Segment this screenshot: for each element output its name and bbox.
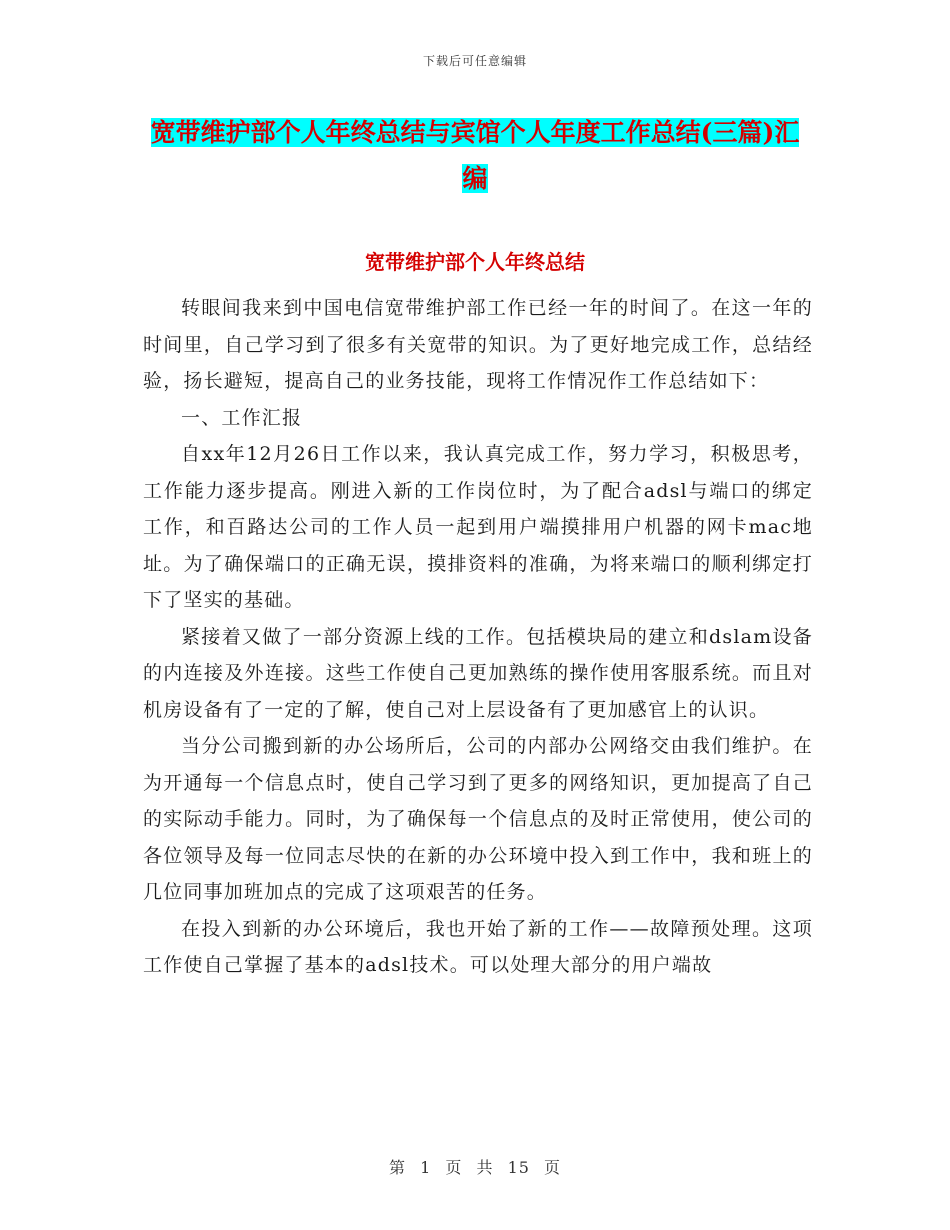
paragraph: 在投入到新的办公环境后，我也开始了新的工作——故障预处理。这项工作使自己掌握了基本的adsl技术。可以处理大部分的用户端故 xyxy=(143,917,813,976)
footer-total-prefix: 共 xyxy=(476,1158,494,1177)
header-note: 下载后可任意编辑 xyxy=(422,54,527,68)
paragraph: 自xx年12月26日工作以来，我认真完成工作，努力学习，积极思考，工作能力逐步提高。刚进入新的工作岗位时，为了配合adsl与端口的绑定工作，和百路达公司的工作人员一起到用户端摸排用户机器的网卡mac地址。为了确保端口的正确无误，摸排资料的准确，为将来端口的顺利绑定打下了坚实的基础。 xyxy=(143,443,813,611)
document-body xyxy=(143,290,813,984)
document-title xyxy=(140,110,810,202)
document-title-text: 宽带维护部个人年终总结与宾馆个人年度工作总结(三篇)汇编 xyxy=(150,118,800,193)
footer-page-number: 1 xyxy=(420,1158,432,1177)
section-title: 宽带维护部个人年终总结 xyxy=(365,250,585,274)
footer-total-pages: 15 xyxy=(507,1158,530,1177)
page-footer xyxy=(0,1155,950,1178)
footer-page-unit: 页 xyxy=(445,1158,463,1177)
footer-prefix: 第 xyxy=(388,1158,406,1177)
paragraph: 当分公司搬到新的办公场所后，公司的内部办公网络交由我们维护。在为开通每一个信息点时，使自己学习到了更多的网络知识，更加提高了自己的实际动手能力。同时，为了确保每一个信息点的及时正常使用，使公司的各位领导及每一位同志尽快的在新的办公环境中投入到工作中，我和班上的几位同事加班加点的完成了这项艰苦的任务。 xyxy=(143,735,813,903)
paragraph: 紧接着又做了一部分资源上线的工作。包括模块局的建立和dslam设备的内连接及外连接。这些工作使自己更加熟练的操作使用客服系统。而且对机房设备有了一定的了解，使自己对上层设备有了更加感官上的认识。 xyxy=(143,625,813,721)
footer-total-unit: 页 xyxy=(544,1158,562,1177)
paragraph: 转眼间我来到中国电信宽带维护部工作已经一年的时间了。在这一年的时间里，自己学习到了很多有关宽带的知识。为了更好地完成工作，总结经验，扬长避短，提高自己的业务技能，现将工作情况作工作总结如下： xyxy=(143,297,813,392)
paragraph: 一、工作汇报 xyxy=(181,406,303,429)
